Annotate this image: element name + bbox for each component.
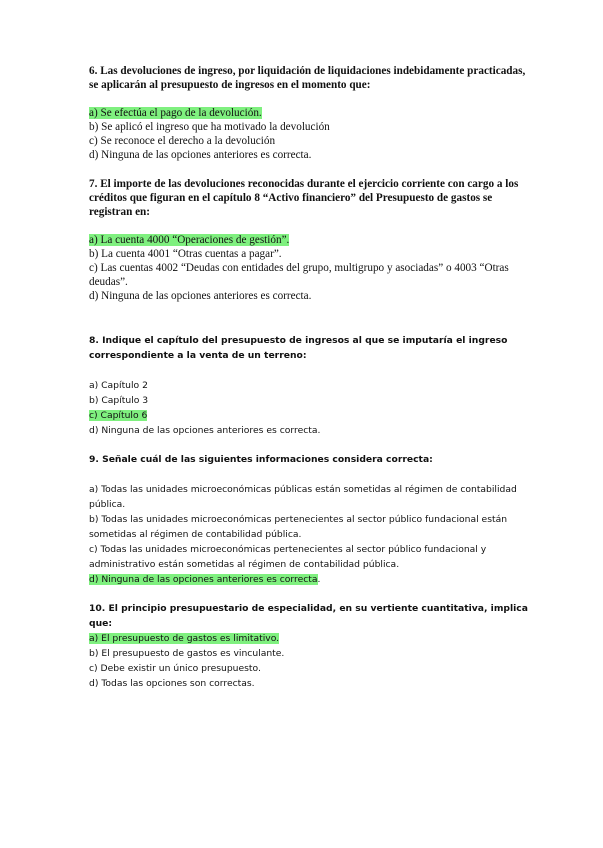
answer-highlight: c) Capítulo 6 [89,410,148,421]
option-b: b) Todas las unidades microeconómicas pertenecientes al sector público fundacional están sometidas al régimen de contabilidad pública. [89,514,508,540]
question-9 [89,452,529,587]
question-7 [89,177,529,303]
option-c: c) Debe existir un único presupuesto. [89,663,261,674]
option-d-correct: d) Ninguna de las opciones anteriores es correcta. [89,574,321,585]
question-10 [89,601,529,691]
option-a-correct [89,106,529,120]
option-c: c) Se reconoce el derecho a la devolución [89,135,276,147]
option-b: b) La cuenta 4001 “Otras cuentas a pagar”. [89,248,282,260]
option-a-correct [89,233,529,247]
question-title: 8. Indique el capítulo del presupuesto de ingresos al que se imputaría el ingreso correspondiente a la venta de un terreno: [89,335,508,361]
option-d: d) Todas las opciones son correctas. [89,678,255,689]
answer-highlight: a) Se efectúa el pago de la devolución. [89,107,262,119]
option-a: a) Capítulo 2 [89,380,148,391]
option-d: d) Ninguna de las opciones anteriores es correcta. [89,425,321,436]
option-a: a) Todas las unidades microeconómicas públicas están sometidas al régimen de contabilidad pública. [89,484,517,510]
option-a-correct [89,631,529,646]
answer-highlight: d) Ninguna de las opciones anteriores es correcta [89,574,318,585]
question-title: 10. El principio presupuestario de especialidad, en su vertiente cuantitativa, implica que: [89,603,528,629]
option-b: b) Se aplicó el ingreso que ha motivado la devolución [89,121,330,133]
question-title: 6. Las devoluciones de ingreso, por liquidación de liquidaciones indebidamente practicadas, se aplicarán al presupuesto de ingresos en el momento que: [89,65,526,91]
question-title: 7. El importe de las devoluciones reconocidas durante el ejercicio corriente con cargo a los créditos que figuran en el capítulo 8 “Activo financiero” del Presupuesto de gastos se registran en: [89,178,519,218]
option-c-correct [89,408,529,423]
option-c: c) Todas las unidades microeconómicas pertenecientes al sector público fundacional y administrativo están sometidas al régimen de contabilidad pública. [89,544,487,570]
option-c: c) Las cuentas 4002 “Deudas con entidades del grupo, multigrupo y asociadas” o 4003 “Otras deudas”. [89,262,509,288]
answer-highlight: a) La cuenta 4000 “Operaciones de gestión”. [89,234,290,246]
option-b: b) El presupuesto de gastos es vinculante. [89,648,285,659]
question-8 [89,333,529,438]
option-d: d) Ninguna de las opciones anteriores es correcta. [89,290,312,302]
answer-highlight: a) El presupuesto de gastos es limitativo. [89,633,280,644]
question-6 [89,64,529,162]
option-b: b) Capítulo 3 [89,395,149,406]
option-d: d) Ninguna de las opciones anteriores es correcta. [89,149,312,161]
question-title: 9. Señale cuál de las siguientes informaciones considera correcta: [89,454,433,465]
